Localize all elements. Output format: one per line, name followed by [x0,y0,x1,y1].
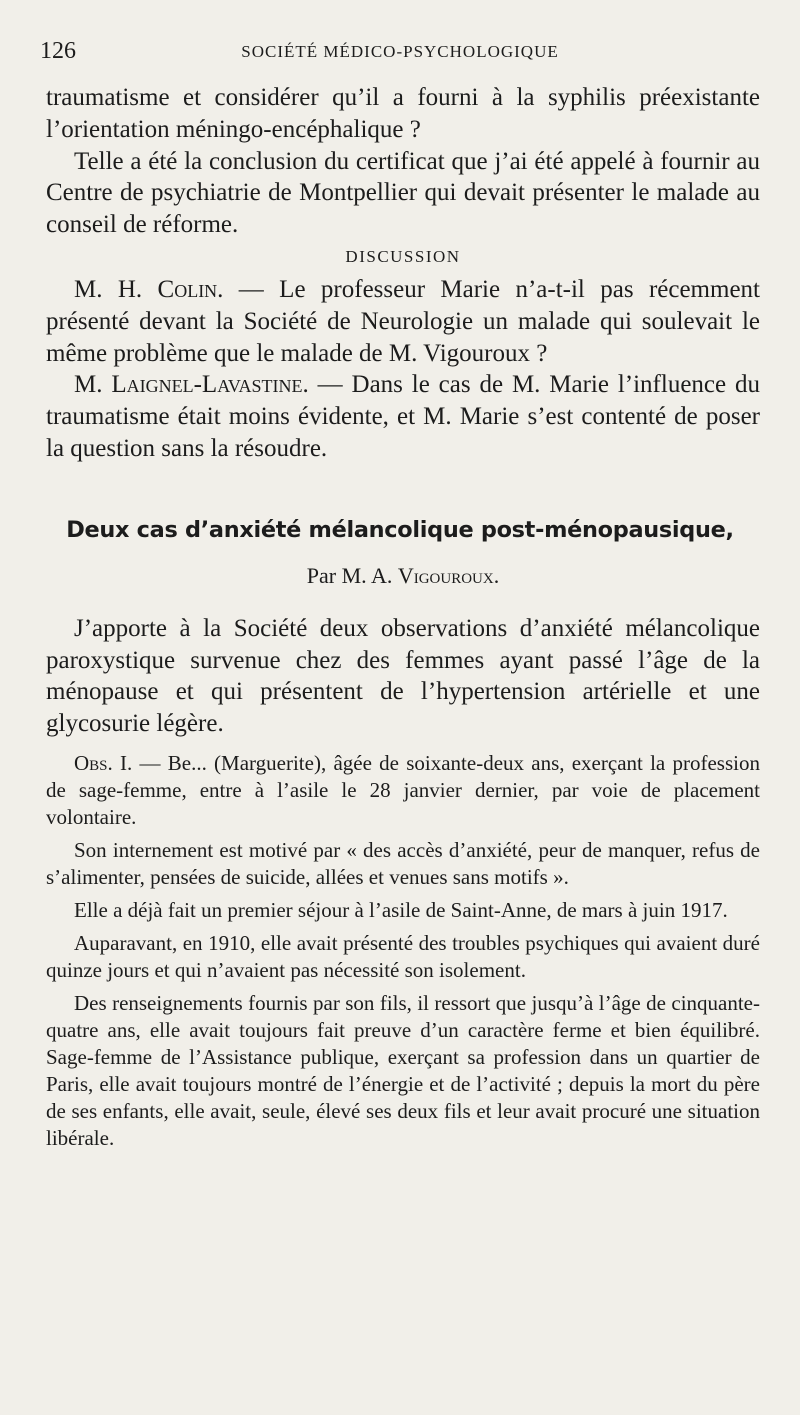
paragraph-laignel [46,369,760,464]
page-number: 126 [40,38,76,64]
paragraph-renseignements: Des renseignements fournis par son fils, il ressort que jusqu’à l’âge de cinquante-quatre ans, elle avait toujours fait preuve d’un caractère ferme et bien équilibré. Sage-femme de l’Assistance publique, exerçant sa profession dans un quartier de Paris, elle avait toujours montré de l’énergie et de l’activité ; depuis la mort du père de ses enfants, elle avait, seule, élevé ses deux fils et leur avait procuré une situation libérale. [46,990,760,1150]
colin-text: — Le professeur Marie n’a-t-il pas récemment présenté devant la Société de Neurologie un malade qui soulevait le même problème que le malade de M. Vigouroux ? [46,275,760,367]
body-text [46,82,760,1152]
byline [46,563,760,589]
paragraph-internement: Son internement est motivé par « des accès d’anxiété, peur de manquer, refus de s’alimenter, pensées de suicide, allées et venues sans motifs ». [46,837,760,889]
observation-text: — Be... (Marguerite), âgée de soixante-deux ans, exerçant la profession de sage-femme, entre à l’asile le 28 janvier dernier, par voie de placement volontaire. [46,750,760,829]
speaker-colin: M. H. Colin. [74,275,224,303]
section-title: Deux cas d’anxiété mélancolique post-ménopausique, [66,516,734,543]
paragraph-observation [46,750,760,831]
paragraph-top: traumatisme et considérer qu’il a fourni à la syphilis préexistante l’orientation méningo-encéphalique ? [46,84,760,143]
byline-prefix: Par M. A. [306,562,398,588]
paragraph-sejour: Elle a déjà fait un premier séjour à l’asile de Saint-Anne, de mars à juin 1917. [74,897,728,922]
observation-label: Obs. I. [74,750,133,775]
paragraph-auparavant: Auparavant, en 1910, elle avait présenté des troubles psychiques qui avaient duré quinze jours et qui n’avaient pas nécessité son isolement. [46,930,760,982]
page-header [40,38,760,68]
byline-name: Vigouroux. [397,562,500,588]
paragraph-intro: J’apporte à la Société deux observations d’anxiété mélancolique paroxystique survenue chez des femmes ayant passé l’âge de la ménopause et qui présentent de l’hypertension artérielle et une glycosurie légère. [46,614,760,738]
paragraph-conclusion: Telle a été la conclusion du certificat que j’ai été appelé à fournir au Centre de psychiatrie de Montpellier qui devait présenter le malade au conseil de réforme. [46,147,760,239]
paragraph-colin [46,274,760,369]
speaker-laignel: M. Laignel-Lavastine. [74,371,309,399]
discussion-heading: DISCUSSION [345,246,461,266]
laignel-text: — Dans le cas de M. Marie l’influence du traumatisme était moins évidente, et M. Marie s’est contenté de poser la question sans la résoudre. [46,371,760,462]
running-title: SOCIÉTÉ MÉDICO-PSYCHOLOGIQUE [241,42,559,61]
